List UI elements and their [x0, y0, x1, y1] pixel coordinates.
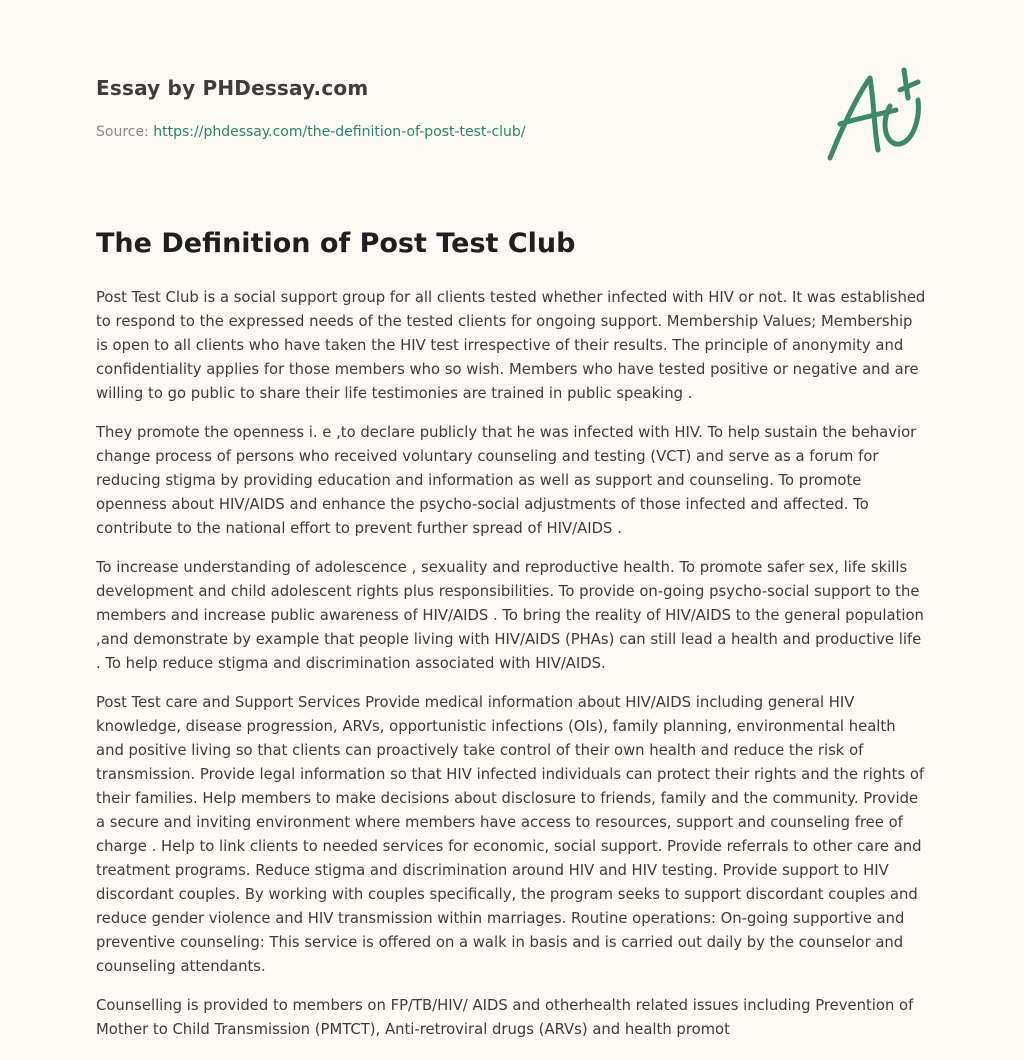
paragraph: Counselling is provided to members on FP/TB/HIV/ AIDS and otherhealth related issues including Prevention of Mother to Child Transmission (PMTCT), Anti-retroviral drugs (ARVs) and health promot — [96, 997, 914, 1038]
article-title: The Definition of Post Test Club — [96, 228, 576, 259]
source-label: Source: — [96, 124, 154, 140]
paragraph: To increase understanding of adolescence , sexuality and reproductive health. To promote safer sex, life skills development and child adolescent rights plus responsibilities. To provide on-going psycho-social support to the members and increase public awareness of HIV/AIDS . To bring the reality of HIV/AIDS to the general population ,and demonstrate by example that people living with HIV/AIDS (PHAs) can still lead a health and productive life . To help reduce stigma and discrimination associated with HIV/AIDS. — [96, 559, 924, 672]
article-body — [96, 286, 926, 1057]
source-line — [96, 124, 526, 140]
source-link[interactable]: https://phdessay.com/the-definition-of-post-test-club/ — [153, 124, 526, 140]
a-plus-logo-icon — [820, 66, 930, 166]
site-brand: Essay by PHDessay.com — [96, 76, 369, 100]
paragraph: Post Test Club is a social support group for all clients tested whether infected with HIV or not. It was established to respond to the expressed needs of the tested clients for ongoing support. Membership Values; Membership is open to all clients who have taken the HIV test irrespective of their results. The principle of anonymity and confidentiality applies for those members who so wish. Members who have tested positive or negative and are willing to go public to share their life testimonies are trained in public speaking . — [96, 289, 926, 402]
paragraph: They promote the openness i. e ,to declare publicly that he was infected with HIV. To help sustain the behavior change process of persons who received voluntary counseling and testing (VCT) and serve as a forum for reducing stigma by providing education and information as well as support and counseling. To promote openness about HIV/AIDS and enhance the psycho-social adjustments of those infected and affected. To contribute to the national effort to prevent further spread of HIV/AIDS . — [96, 424, 917, 537]
paragraph: Post Test care and Support Services Provide medical information about HIV/AIDS including general HIV knowledge, disease progression, ARVs, opportunistic infections (OIs), family planning, environmental health and positive living so that clients can proactively take control of their own health and reduce the risk of transmission. Provide legal information so that HIV infected individuals can protect their rights and the rights of their families. Help members to make decisions about disclosure to friends, family and the community. Provide a secure and inviting environment where members have access to resources, support and counseling free of charge . Help to link clients to needed services for economic, social support. Provide referrals to other care and treatment programs. Reduce stigma and discrimination around HIV and HIV testing. Provide support to HIV discordant couples. By working with couples specifically, the program seeks to support discordant couples and reduce gender violence and HIV transmission within marriages. Routine operations: On-going supportive and preventive counseling: This service is offered on a walk in basis and is carried out daily by the counselor and counseling attendants. — [96, 694, 925, 975]
